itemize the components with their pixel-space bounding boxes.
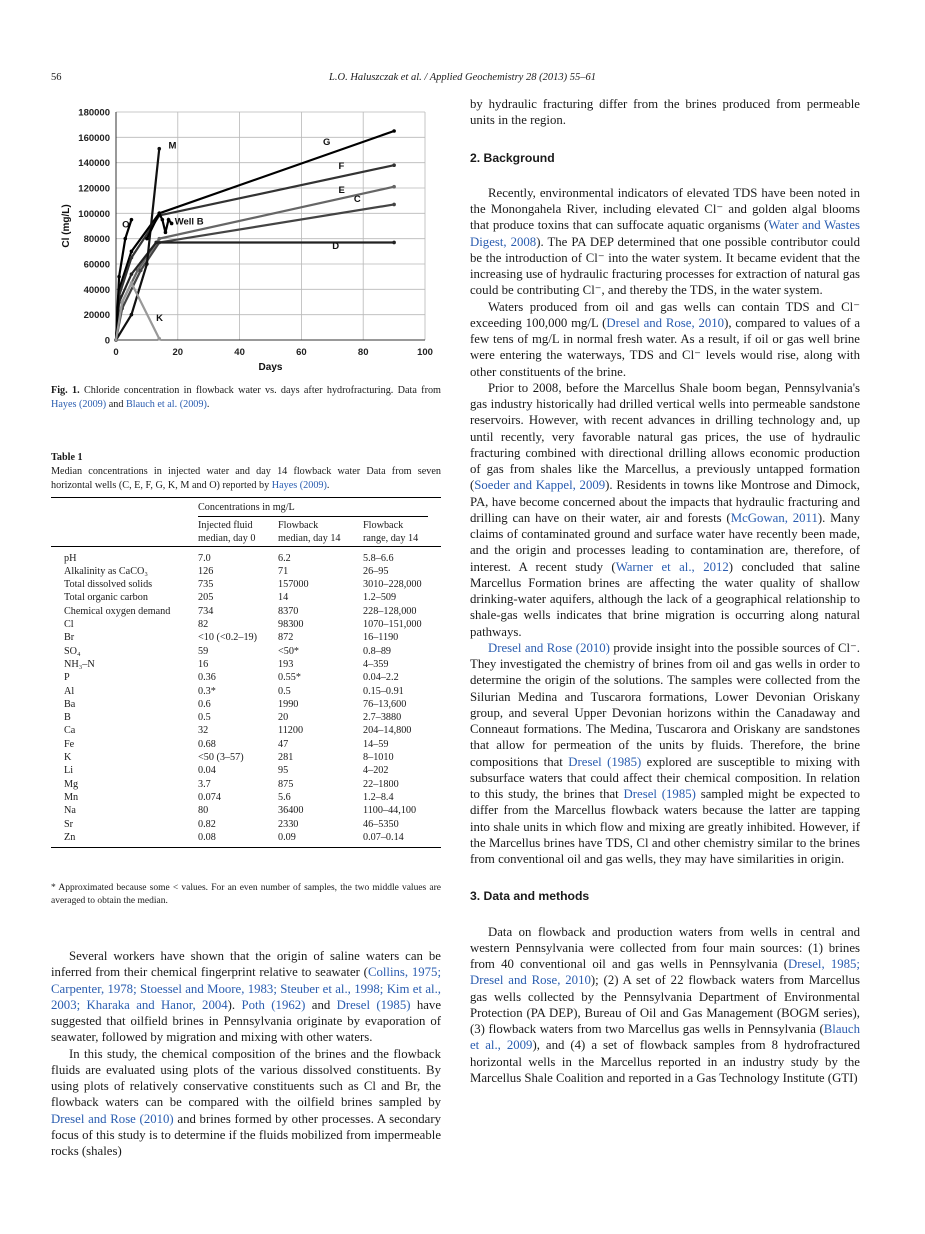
table-cell: Ba (64, 698, 76, 710)
table-cell: 3010–228,000 (363, 579, 422, 591)
citation-link[interactable]: Dresel (1985) (336, 997, 411, 1012)
table-row (51, 685, 441, 698)
y-tick-label: 20000 (83, 310, 110, 322)
table-cell: 16–1190 (363, 632, 399, 644)
table-cell: B (64, 712, 71, 724)
table-cell: 0.3* (198, 685, 216, 697)
y-tick-label: 140000 (78, 158, 110, 170)
paragraph: Recently, environmental indicators of elevated TDS have been noted in the Monongahela River, including elevated Cl⁻ and golden algal blooms that produce toxins that can suffocate aquatic organisms (Water and Wastes Digest, 2008). The PA DEP determined that one possible contributor could be the introduction of Cl⁻ into the water system. It became evident that the increasing use of hydraulic fracturing processes for extraction of natural gas could be contributing Cl⁻, and thereby the TDS, in the water system. (470, 185, 861, 298)
table-footnote: * Approximated because some < values. For an even number of samples, the two middle values are averaged to obtain the median. (51, 883, 441, 906)
citation-link[interactable]: Hayes (2009) (271, 480, 327, 491)
table-row (51, 618, 441, 631)
table-cell: K (64, 752, 72, 764)
table-cell: Zn (64, 831, 76, 843)
table-cell: Br (64, 632, 75, 644)
table-cell: Alkalinity as CaCO₃ (64, 565, 148, 577)
table-cell: 193 (278, 658, 294, 670)
data-point (123, 237, 127, 241)
table-row (51, 645, 441, 658)
table-cell: 126 (198, 565, 214, 577)
series-label: E (338, 185, 345, 197)
data-point (130, 281, 134, 285)
table-cell: 36400 (278, 805, 304, 817)
table-cell: 3.7 (198, 778, 211, 790)
table-row (51, 605, 441, 618)
data-point (130, 218, 134, 222)
paragraph: Prior to 2008, before the Marcellus Shale boom began, Pennsylvania's gas industry historically had drilled vertical wells into permeable sandstone reservoirs. However, with recent advances in drilling technology and, up until recently, very favorable natural gas prices, the use of hydraulic fracturing combined with directional drilling allows economic production of gas from shales like the Marcellus, a previously untapped formation (Soeder and Kappel, 2009). Residents in towns like Montrose and Dimock, PA, have become concerned about the impacts that hydraulic fracturing and drilling can have on their water, air and forests (McGowan, 2011). Many claims of contaminated ground and surface water have recently been made, and the origin and processes leading to contamination are, therefore, of interest. A recent study (Warner et al., 2012) concluded that saline Marcellus Formation brines are affecting the water quality of shallow drinking-water aquifers, although the lack of a geographical relationship to shale-gas wells indicates that brine migration is occurring along natural pathways. (470, 380, 861, 639)
table-cell: 0.15–0.91 (363, 685, 404, 697)
citation-link[interactable]: Dresel and Rose (2010) (488, 640, 610, 655)
series-label: K (156, 313, 164, 324)
data-point (145, 237, 149, 241)
table-cell: Li (64, 765, 74, 777)
table-cell: 875 (278, 778, 294, 790)
table-row (51, 698, 441, 711)
table-cell: Fe (64, 738, 75, 750)
table-cell: NH₃–N (64, 658, 95, 670)
citation-link[interactable]: Dresel and Rose (2010) (51, 1111, 174, 1126)
x-tick-label: 100 (417, 347, 433, 358)
table-row (51, 552, 441, 565)
data-point (157, 237, 161, 241)
data-point (154, 241, 158, 245)
data-point (157, 337, 161, 341)
table-cell: 82 (198, 619, 209, 631)
table-cell: 0.07–0.14 (363, 831, 404, 843)
y-tick-label: 60000 (83, 259, 110, 271)
table-row (51, 804, 441, 817)
citation-link[interactable]: Water and Wastes Digest, 2008 (470, 218, 860, 249)
table-cell: 0.36 (198, 672, 216, 684)
table-cell: 734 (198, 605, 214, 617)
table-row (51, 724, 441, 737)
table-row (51, 565, 441, 578)
table-cell: 14 (278, 592, 289, 604)
table-cell: 0.04 (198, 765, 216, 777)
table-cell: 59 (198, 645, 209, 657)
table-cell: Mg (64, 778, 79, 790)
table-row (51, 764, 441, 777)
y-tick-label: 0 (104, 335, 110, 347)
series-label: O (122, 219, 130, 231)
table-cell: 2330 (278, 818, 299, 830)
table-cell: 5.8–6.6 (363, 552, 394, 564)
x-tick-label: 0 (113, 347, 119, 358)
y-tick-label: 120000 (78, 183, 110, 195)
citation-link[interactable]: Hayes (2009) (51, 399, 107, 410)
left-column-body (51, 948, 441, 1159)
citation-link[interactable]: Dresel (1985) (623, 787, 696, 801)
data-point (157, 147, 161, 151)
table-cell: 80 (198, 805, 209, 817)
table-cell: P (64, 672, 70, 684)
data-point (170, 222, 174, 226)
table-row (51, 671, 441, 684)
citation-link[interactable]: McGowan, 2011 (730, 510, 818, 525)
table-cell: 872 (278, 632, 294, 644)
running-header: L.O. Haluszczak et al. / Applied Geochemistry 28 (2013) 55–61 (329, 72, 596, 83)
citation-link[interactable]: Blauch et al. (2009) (125, 399, 207, 410)
table-caption-text: Median concentrations in injected water and day 14 flowback water Data from seven horizontal wells (C, E, F, G, K, M and O) reported by (51, 466, 441, 491)
table-cell: Chemical oxygen demand (64, 605, 171, 617)
table-cell: 22–1800 (363, 778, 399, 790)
data-point (161, 218, 165, 222)
table-cell: 0.04–2.2 (363, 672, 399, 684)
y-axis-label: Cl (mg/L) (61, 204, 72, 248)
table-body (51, 552, 441, 845)
table-cell: 98300 (278, 619, 304, 631)
chart-svg (51, 100, 441, 380)
table-cell: 95 (278, 765, 289, 777)
table-cell: Ca (64, 725, 76, 737)
series-label: C (353, 193, 361, 205)
citation-link[interactable]: Dresel, 1985; Dresel and Rose, 2010 (470, 957, 860, 988)
data-point (145, 262, 149, 266)
table-cell: 1.2–8.4 (363, 791, 394, 803)
data-point (392, 203, 396, 207)
table-grid (51, 517, 441, 844)
y-tick-label: 180000 (78, 107, 110, 119)
table-row (51, 631, 441, 644)
table-cell: 4–359 (363, 658, 389, 670)
table-cell: SO₄ (64, 645, 81, 657)
citation-link[interactable]: Soeder and Kappel, 2009 (474, 478, 606, 493)
series-line (116, 242, 394, 340)
table-cell: 46–5350 (363, 818, 399, 830)
table-cell: 0.55* (278, 672, 301, 684)
data-point (120, 300, 124, 304)
table-cell: 204–14,800 (363, 725, 412, 737)
data-point (139, 269, 143, 273)
table-row (51, 818, 441, 831)
table-cell: 281 (278, 752, 294, 764)
x-tick-label: 40 (234, 347, 245, 358)
table-cell: Total organic carbon (64, 592, 148, 604)
table-cell: 2.7–3880 (363, 712, 402, 724)
table-cell: 0.8–89 (363, 645, 392, 657)
table-row (51, 778, 441, 791)
table-1 (51, 497, 441, 848)
x-tick-label: 80 (357, 347, 369, 358)
table-cell: Cl (64, 619, 74, 631)
data-point (130, 256, 134, 260)
data-point (392, 163, 396, 167)
paragraph: by hydraulic fracturing differ from the brines produced from permeable units in the region. (470, 97, 860, 128)
table-cell: 20 (278, 712, 289, 724)
table-cell: 71 (278, 565, 289, 577)
series-label: D (332, 240, 340, 252)
table-cell: 0.08 (198, 831, 216, 843)
citation-link[interactable]: Dresel (1985) (568, 754, 642, 769)
section-heading-background: 2. Background (470, 150, 555, 165)
data-point (130, 250, 134, 254)
table-cell: 76–13,600 (363, 698, 407, 710)
fig-caption-end: . (206, 399, 210, 410)
data-point (392, 241, 396, 245)
table-cell: <10 (<0.2–19) (198, 632, 258, 644)
table-header-row (51, 517, 441, 546)
fig-label: Fig. 1. (51, 385, 80, 396)
table-cell: 0.82 (198, 818, 216, 830)
table-cell: Na (64, 805, 76, 817)
series-label: G (323, 136, 331, 148)
table-cell: 4–202 (363, 765, 389, 777)
figure-caption (51, 384, 441, 412)
table-bottom-rule (51, 847, 441, 848)
table-cell: Al (64, 685, 75, 697)
data-point (117, 275, 121, 279)
table-row (51, 791, 441, 804)
y-tick-label: 80000 (83, 234, 110, 246)
table-row (51, 831, 441, 844)
table-title (51, 451, 441, 493)
table-cell: 6.2 (278, 552, 291, 564)
data-point (164, 231, 168, 235)
table-cell: 0.5 (198, 712, 211, 724)
table-cell: 8–1010 (363, 752, 394, 764)
table-cell: 0.68 (198, 738, 216, 750)
table-cell: 47 (278, 738, 289, 750)
series-label: Well B (174, 216, 204, 228)
series-label: M (168, 140, 177, 152)
data-point (392, 185, 396, 189)
table-cell: 228–128,000 (363, 605, 417, 617)
table-row (51, 738, 441, 751)
table-group-header: Concentrations in mg/L (198, 502, 295, 513)
figure-1-chart (51, 100, 441, 380)
table-cell: Mn (64, 791, 79, 803)
citation-link[interactable]: Dresel and Rose, 2010 (606, 315, 725, 330)
y-tick-label: 100000 (78, 208, 110, 220)
table-cell: <50 (3–57) (198, 752, 244, 764)
x-tick-label: 60 (296, 347, 307, 358)
y-tick-label: 40000 (83, 284, 110, 296)
table-cell: 26–95 (363, 565, 389, 577)
x-tick-label: 20 (172, 347, 184, 358)
citation-link[interactable]: Poth (1962) (241, 997, 306, 1012)
table-cell: 7.0 (198, 552, 211, 564)
data-point (130, 272, 134, 276)
data-point (130, 313, 134, 317)
table-cell: 0.5 (278, 685, 291, 697)
table-header-cell: Flowback range, day 14 (363, 520, 419, 545)
table-cell: pH (64, 552, 77, 564)
citation-link[interactable]: Blauch et al., 2009 (470, 1022, 860, 1053)
series-label: F (338, 161, 345, 172)
table-cell: 5.6 (278, 791, 291, 803)
table-caption-end: . (326, 480, 330, 491)
table-cell: 1100–44,100 (363, 805, 417, 817)
table-cell: <50* (278, 645, 300, 657)
table-row (51, 591, 441, 604)
table-cell: 157000 (278, 579, 309, 591)
table-row (51, 751, 441, 764)
table-cell: 1070–151,000 (363, 619, 422, 631)
paragraph: Dresel and Rose (2010) provide insight into the possible sources of Cl⁻. They investigated the chemistry of brines from oil and gas wells in order to determine the origin of the solutions. The samples were collected from the Silurian Medina and Tuscarora formations, Lower Devonian Oriskany group, and several Upper Devonian horizons within the Canadaway and Conneaut formations. The Medina, Tuscarora and Oriskany are sandstones that allow for permeation of the units by fluids. Therefore, the brine compositions that Dresel (1985) explored are susceptible to mixing with subsurface waters that could affect their chemical composition. In relation to this study, the brines that Dresel (1985) sampled might be expected to differ from the Marcellus flowback waters because the latter are tapping into shale units in which flow and mixing are greatly inhibited. However, if the Marcellus brines have TDS, Cl and other chemistry similar to the brines from conventional oil and gas wells, they may have similarities in origin. (470, 640, 861, 866)
data-point (157, 212, 161, 216)
table-row (51, 711, 441, 724)
table-header-cell: Injected fluid median, day 0 (198, 520, 256, 545)
citation-link[interactable]: Collins, 1975; Carpenter, 1978; Stoessel and Moore, 1983; Steuber et al., 1998; Kim et al., 2003; Kharaka and Hanor, 2004 (51, 965, 441, 1012)
table-cell: 0.6 (198, 698, 211, 710)
table-cell: 14–59 (363, 738, 389, 750)
table-label: Table 1 (51, 452, 83, 463)
table-header-cell (51, 517, 198, 546)
paragraph: Waters produced from oil and gas wells can contain TDS and Cl⁻ exceeding 100,000 mg/L (Dresel and Rose, 2010), compared to values of a few tens of mg/L in normal fresh water. As a result, if oil or gas well brine were entering the waterways, TDS and Cl⁻ levels would rise, along with other constituents of the brine. (470, 299, 860, 379)
table-row (51, 658, 441, 671)
table-cell: 8370 (278, 605, 299, 617)
table-cell: 16 (198, 658, 209, 670)
table-cell: 0.074 (198, 791, 221, 803)
paragraph: In this study, the chemical composition of the brines and the flowback fluids are evaluated using plots of the various dissolved constituents. By using plots of relatively conservative constituents such as Cl and Br, the flowback waters can be compared with the oilfield brines sampled by Dresel and Rose (2010) and brines formed by other processes. A secondary focus of this study is to determine if the fluids mobilized from impermeable rocks (shales) (51, 1046, 441, 1158)
page-number: 56 (51, 72, 62, 83)
data-point (392, 129, 396, 133)
data-point (114, 338, 118, 342)
fig-caption-and: and (106, 399, 126, 410)
data-point (167, 218, 171, 222)
table-header-cell: Flowback median, day 14 (278, 520, 341, 545)
y-tick-label: 160000 (78, 132, 110, 144)
table-cell: 11200 (278, 725, 304, 737)
citation-link[interactable]: Warner et al., 2012 (615, 559, 729, 574)
section-heading-methods: 3. Data and methods (470, 889, 590, 904)
table-cell: 1990 (278, 698, 299, 710)
paragraph: Several workers have shown that the origin of saline waters can be inferred from their chemical fingerprint relative to seawater (Collins, 1975; Carpenter, 1978; Stoessel and Moore, 1983; Steuber et al., 1998; Kim et al., 2003; Kharaka and Hanor, 2004). Poth (1962) and Dresel (1985) have suggested that oilfield brines in Pennsylvania originate by evaporation of seawater, followed by migration and mixing with other waters. (51, 949, 441, 1045)
table-cell: 32 (198, 725, 209, 737)
fig-caption-text: Chloride concentration in flowback water vs. days after hydrofracturing. Data from (79, 385, 441, 396)
paragraph: Data on flowback and production waters from wells in central and western Pennsylvania were collected from four main sources: (1) brines from 40 conventional oil and gas wells in Pennsylvania (Dresel, 1985; Dresel and Rose, 2010); (2) A set of 22 flowback waters from Marcellus gas wells collected by the Pennsylvania Department of Environmental Protection (PA DEP), Bureau of Oil and Gas Management (BOGM series), (3) flowback waters from two Marcellus gas wells in Pennsylvania (Blauch et al., 2009), and (4) a set of flowback samples from 8 hydrofractured horizontal wells in the Marcellus reported in an industry study by the Marcellus Shale Coalition and reported in a Gas Technology Institute (GTI) (470, 924, 860, 1085)
table-cell: 205 (198, 592, 214, 604)
right-column-body (470, 96, 860, 1086)
table-cell: 0.09 (278, 831, 296, 843)
table-cell: 735 (198, 579, 214, 591)
table-caption (51, 465, 441, 493)
table-row (51, 578, 441, 591)
table-cell: Sr (64, 818, 74, 830)
table-cell: Total dissolved solids (64, 579, 153, 591)
x-axis-label: Days (258, 362, 283, 373)
table-cell: 1.2–509 (363, 592, 397, 604)
